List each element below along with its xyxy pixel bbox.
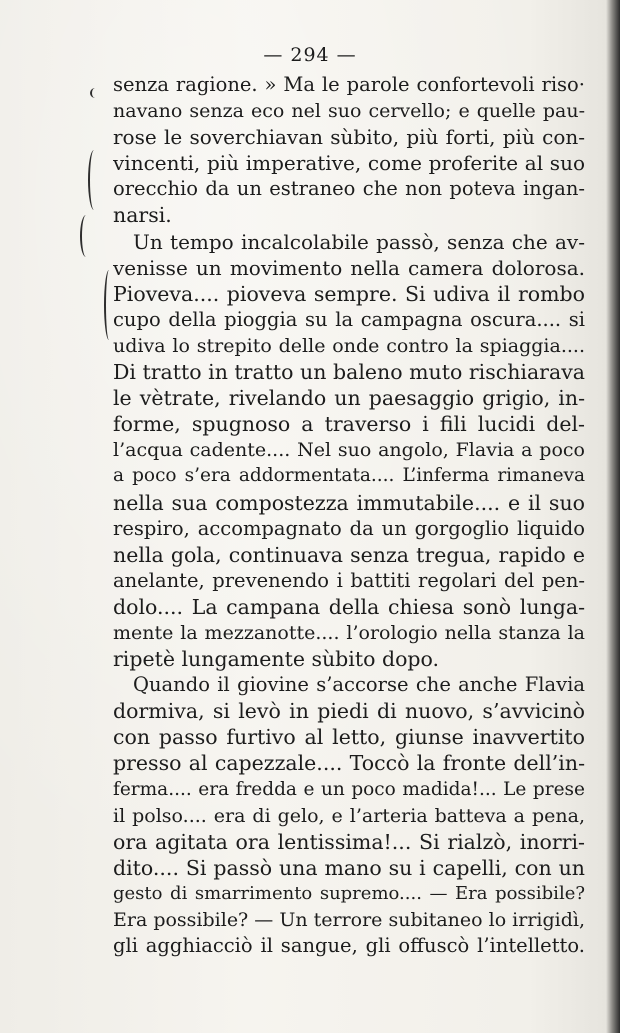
text-line: rose le soverchiavan sùbito, più forti, più con- <box>113 125 585 150</box>
text-line: gli agghiacciò il sangue, gli offuscò l’intelletto. <box>113 934 585 958</box>
text-line: Di tratto in tratto un baleno muto rischiarava <box>113 360 585 385</box>
text-line: ripetè lungamente sùbito dopo. <box>113 647 440 672</box>
text-line: forme, spugnoso a traverso i fili lucidi del- <box>113 412 585 437</box>
text-line: presso al capezzale.... Toccò la fronte dell’in- <box>113 751 585 776</box>
text-line: cupo della pioggia su la campagna oscura.... si <box>113 307 585 331</box>
text-line: Pioveva.... pioveva sempre. Si udiva il rombo <box>113 281 585 306</box>
text-line: senza ragione. » Ma le parole confortevoli riso· <box>113 73 585 96</box>
text-line: narsi. <box>113 203 172 228</box>
text-line: il polso.... era di gelo, e l’arteria batteva a pena, <box>113 804 585 827</box>
page-binding-shadow <box>606 0 620 1033</box>
text-line: nella sua compostezza immutabile.... e il suo <box>113 490 585 515</box>
text-line: l’acqua cadente.... Nel suo angolo, Flavia a poco <box>113 439 585 462</box>
text-line: dito.... Si passò una mano su i capelli, con un <box>113 855 585 880</box>
text-line: ferma.... era fredda e un poco madida!... Le prese <box>113 778 585 800</box>
text-line: con passo furtivo al letto, giunse inavvertito <box>113 725 585 750</box>
margin-pencil-mark <box>88 150 100 210</box>
text-line: dormiva, si levò in piedi di nuovo, s’avvicinò <box>113 699 585 724</box>
text-line: a poco s’era addormentata.... L’inferma rimaneva <box>113 465 585 487</box>
text-line: gesto di smarrimento supremo.... — Era possibile? <box>113 882 585 904</box>
text-line: mente la mezzanotte.... l’orologio nella stanza la <box>113 621 585 644</box>
text-line: Un tempo incalcolabile passò, senza che av- <box>133 229 585 254</box>
body-text <box>113 72 585 959</box>
text-line: udiva lo strepito delle onde contro la spiaggia.... <box>113 334 585 357</box>
text-line: ora agitata ora lentissima!... Si rialzò, inorri- <box>113 829 585 854</box>
text-line: Quando il giovine s’accorse che anche Flavia <box>133 673 585 697</box>
text-line: dolo.... La campana della chiesa sonò lunga- <box>113 594 585 619</box>
margin-pencil-mark <box>90 88 100 98</box>
page-number: — 294 — <box>263 44 357 66</box>
text-line: nella gola, continuava senza tregua, rapido e <box>113 542 585 567</box>
text-line: navano senza eco nel suo cervello; e quelle pau- <box>113 100 585 123</box>
text-line: vincenti, più imperative, come proferite al suo <box>113 151 585 176</box>
text-line: le vètrate, rivelando un paesaggio grigio, in- <box>113 386 585 411</box>
text-line: respiro, accompagnato da un gorgoglio liquido <box>113 516 585 540</box>
text-line: Era possibile? — Un terrore subitaneo lo irrigidì, <box>113 909 585 931</box>
text-line: orecchio da un estraneo che non poteva ingan- <box>113 177 585 201</box>
text-line: anelante, prevenendo i battiti regolari del pen- <box>113 568 585 592</box>
margin-pencil-mark <box>80 215 92 257</box>
text-line: venisse un movimento nella camera dolorosa. <box>113 255 585 280</box>
